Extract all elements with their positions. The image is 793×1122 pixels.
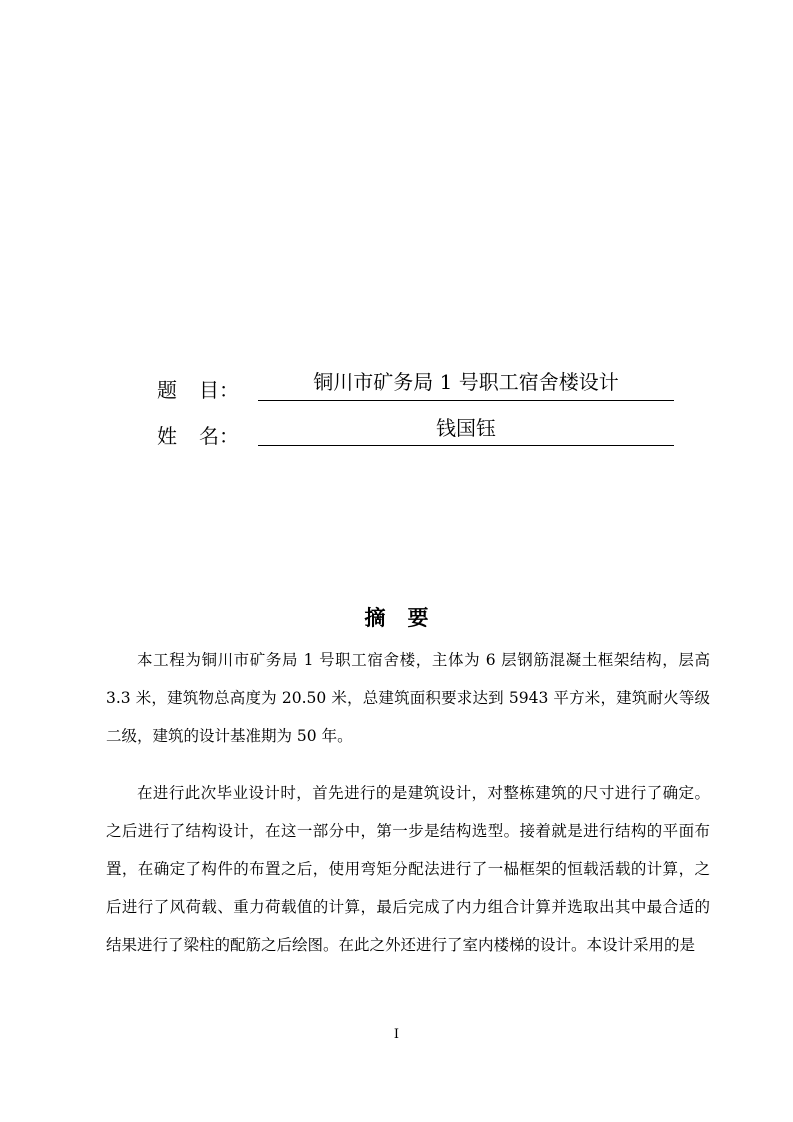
- title-underline: [258, 400, 674, 401]
- abstract-heading-char-2: 要: [407, 605, 429, 630]
- name-underline: [258, 445, 674, 446]
- name-label-char-1: 姓: [157, 424, 177, 448]
- title-label-char-1: 题: [157, 378, 177, 402]
- title-label-char-2: 目：: [199, 378, 239, 402]
- page-number: I: [393, 1027, 400, 1042]
- name-value: 钱国钰: [436, 416, 496, 440]
- name-label: [157, 420, 239, 449]
- abstract-heading: [0, 602, 793, 632]
- name-label-char-2: 名：: [199, 424, 239, 448]
- abstract-paragraph-1: 本工程为铜川市矿务局 1 号职工宿舍楼，主体为 6 层钢筋混凝土框架结构，层高 3.3 米，建筑物总高度为 20.50 米，总建筑面积要求达到 5943 平方米，建筑耐火等级二级，建筑的设计基准期为 50 年。: [106, 651, 710, 745]
- title-label: [157, 374, 239, 403]
- abstract-heading-char-1: 摘: [364, 605, 386, 630]
- title-value: 铜川市矿务局 1 号职工宿舍楼设计: [313, 370, 619, 394]
- abstract-paragraph-2: 在进行此次毕业设计时，首先进行的是建筑设计，对整栋建筑的尺寸进行了确定。之后进行了结构设计，在这一部分中，第一步是结构选型。接着就是进行结构的平面布置，在确定了构件的布置之后，使用弯矩分配法进行了一榀框架的恒载活载的计算，之后进行了风荷载、重力荷载值的计算，最后完成了内力组合计算并选取出其中最合适的结果进行了梁柱的配筋之后绘图。在此之外还进行了室内楼梯的设计。本设计采用的是: [106, 784, 710, 954]
